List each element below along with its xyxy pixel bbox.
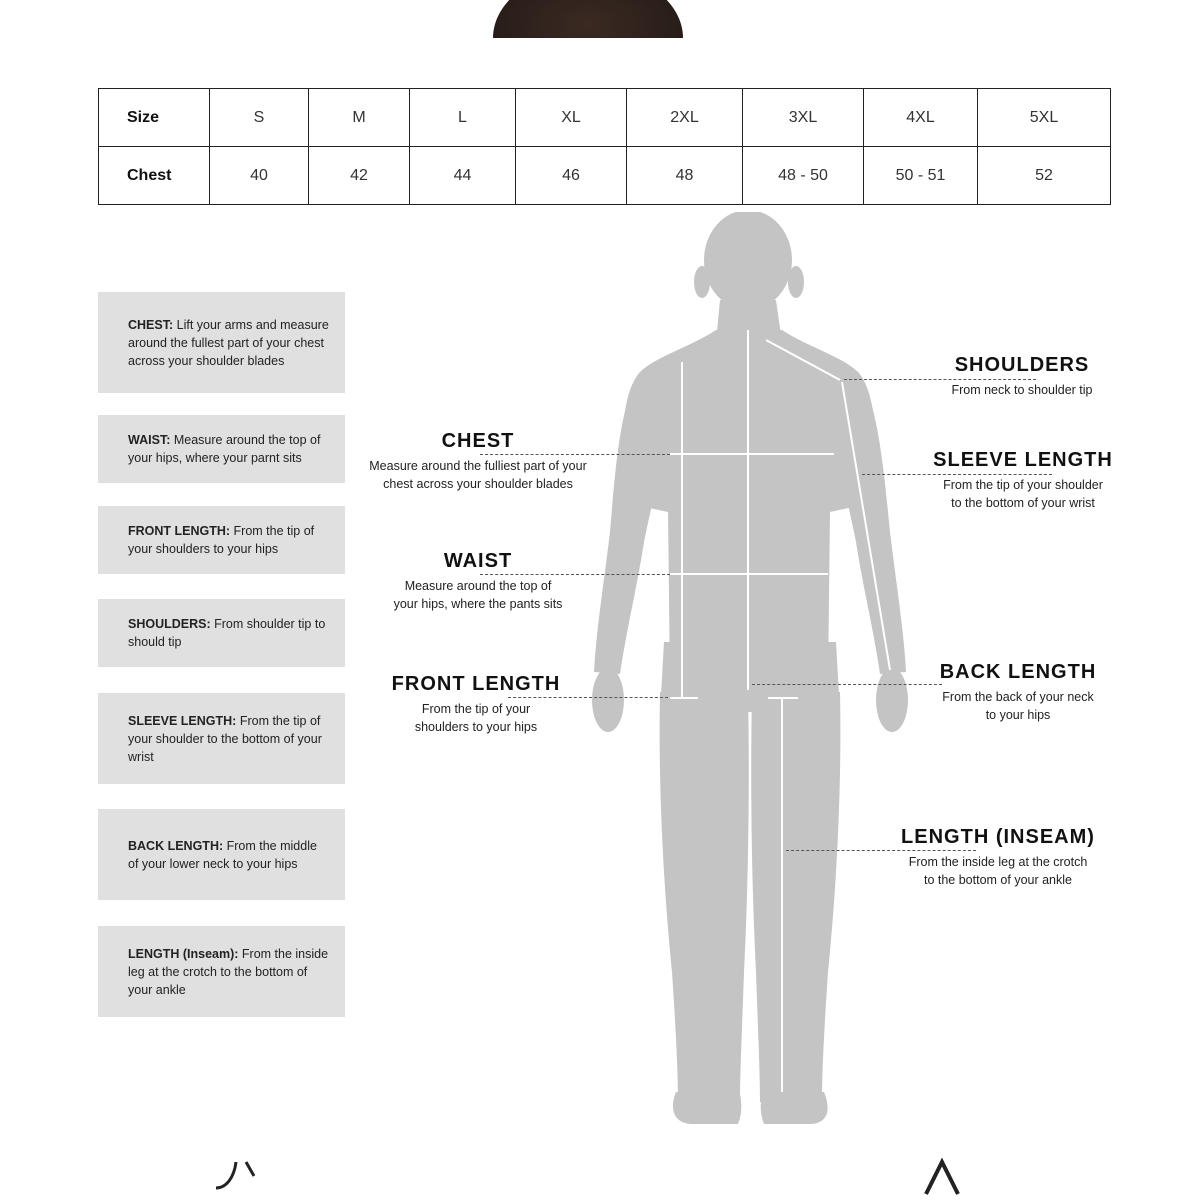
label-waist	[378, 550, 578, 613]
size-cell: 3XL	[743, 89, 864, 147]
info-box-shoulders	[98, 599, 345, 667]
info-term: FRONT LENGTH:	[128, 524, 231, 538]
label-title: LENGTH (INSEAM)	[901, 826, 1095, 848]
info-box-chest	[98, 292, 345, 393]
label-front-length	[376, 673, 576, 736]
figure-right-leg	[751, 692, 840, 1102]
size-cell: S	[210, 89, 309, 147]
info-box-waist	[98, 415, 345, 483]
label-title: WAIST	[443, 550, 513, 572]
info-text: From the tip of your shoulder to the bottom of your wrist	[128, 713, 322, 764]
figure-head	[704, 212, 792, 310]
info-box-inseam	[98, 926, 345, 1017]
info-box-sleeve-length	[98, 693, 345, 784]
back-length-leader-line	[752, 684, 942, 685]
label-sleeve-length	[922, 449, 1124, 512]
chest-cell: 42	[309, 147, 410, 205]
label-desc: From the tip of your shoulder to the bottom of your wrist	[943, 478, 1103, 510]
size-cell: 2XL	[627, 89, 743, 147]
size-row	[99, 89, 1111, 147]
info-text: From the inside leg at the crotch to the bottom of your ankle	[128, 946, 329, 997]
chest-cell: 52	[978, 147, 1111, 205]
info-text: From the middle of your lower neck to your hips	[128, 838, 317, 871]
chest-cell: 48 - 50	[743, 147, 864, 205]
size-chart-table	[98, 88, 1111, 205]
size-cell: L	[410, 89, 516, 147]
bottom-left-fragment-icon	[212, 1156, 262, 1192]
label-desc: From neck to shoulder tip	[951, 383, 1093, 397]
chest-cell: 46	[516, 147, 627, 205]
size-cell: 5XL	[978, 89, 1111, 147]
label-desc: Measure around the fulliest part of your chest across your shoulder blades	[369, 459, 587, 491]
info-term: BACK LENGTH:	[128, 838, 224, 853]
size-cell: M	[309, 89, 410, 147]
chest-row	[99, 147, 1111, 205]
chest-cell: 48	[627, 147, 743, 205]
info-term: CHEST:	[128, 317, 174, 332]
chest-cell: 44	[410, 147, 516, 205]
size-cell: 4XL	[864, 89, 978, 147]
label-title: SLEEVE LENGTH	[933, 449, 1113, 471]
label-title: SHOULDERS	[954, 354, 1090, 376]
label-desc: From the inside leg at the crotch to the bottom of your ankle	[908, 855, 1088, 887]
label-title: CHEST	[441, 430, 515, 452]
info-box-back-length	[98, 809, 345, 900]
info-text: Lift your arms and measure around the fullest part of your chest across your shoulder blades	[128, 317, 329, 368]
figure-left-arm	[594, 372, 668, 674]
figure-right-arm	[832, 372, 906, 674]
info-text: From the tip of your shoulders to your hips	[128, 524, 315, 556]
label-shoulders	[922, 354, 1122, 399]
info-term: WAIST:	[128, 433, 171, 447]
info-text: Measure around the top of your hips, where your parnt sits	[128, 433, 321, 465]
label-desc: From the back of your neck to your hips	[942, 690, 1094, 722]
label-inseam	[886, 826, 1110, 889]
info-term: SLEEVE LENGTH:	[128, 713, 237, 728]
chest-cell: 40	[210, 147, 309, 205]
chest-cell: 50 - 51	[864, 147, 978, 205]
info-term: SHOULDERS:	[128, 617, 211, 631]
label-title: FRONT LENGTH	[391, 673, 561, 695]
info-box-front-length	[98, 506, 345, 574]
label-desc: From the tip of your shoulders to your hips	[414, 702, 538, 734]
size-cell: XL	[516, 89, 627, 147]
size-row-header: Size	[99, 89, 210, 147]
top-product-image-fragment	[493, 0, 683, 38]
info-term: LENGTH (Inseam):	[128, 946, 239, 961]
label-title: BACK LENGTH	[939, 661, 1097, 683]
bottom-right-fragment-icon	[920, 1156, 970, 1196]
label-desc: Measure around the top of your hips, where the pants sits	[393, 579, 563, 611]
label-back-length	[918, 661, 1118, 724]
info-text: From shoulder tip to should tip	[128, 617, 326, 649]
body-silhouette	[560, 212, 940, 1132]
figure-left-leg	[660, 692, 749, 1102]
label-chest	[358, 430, 598, 493]
chest-row-header: Chest	[99, 147, 210, 205]
